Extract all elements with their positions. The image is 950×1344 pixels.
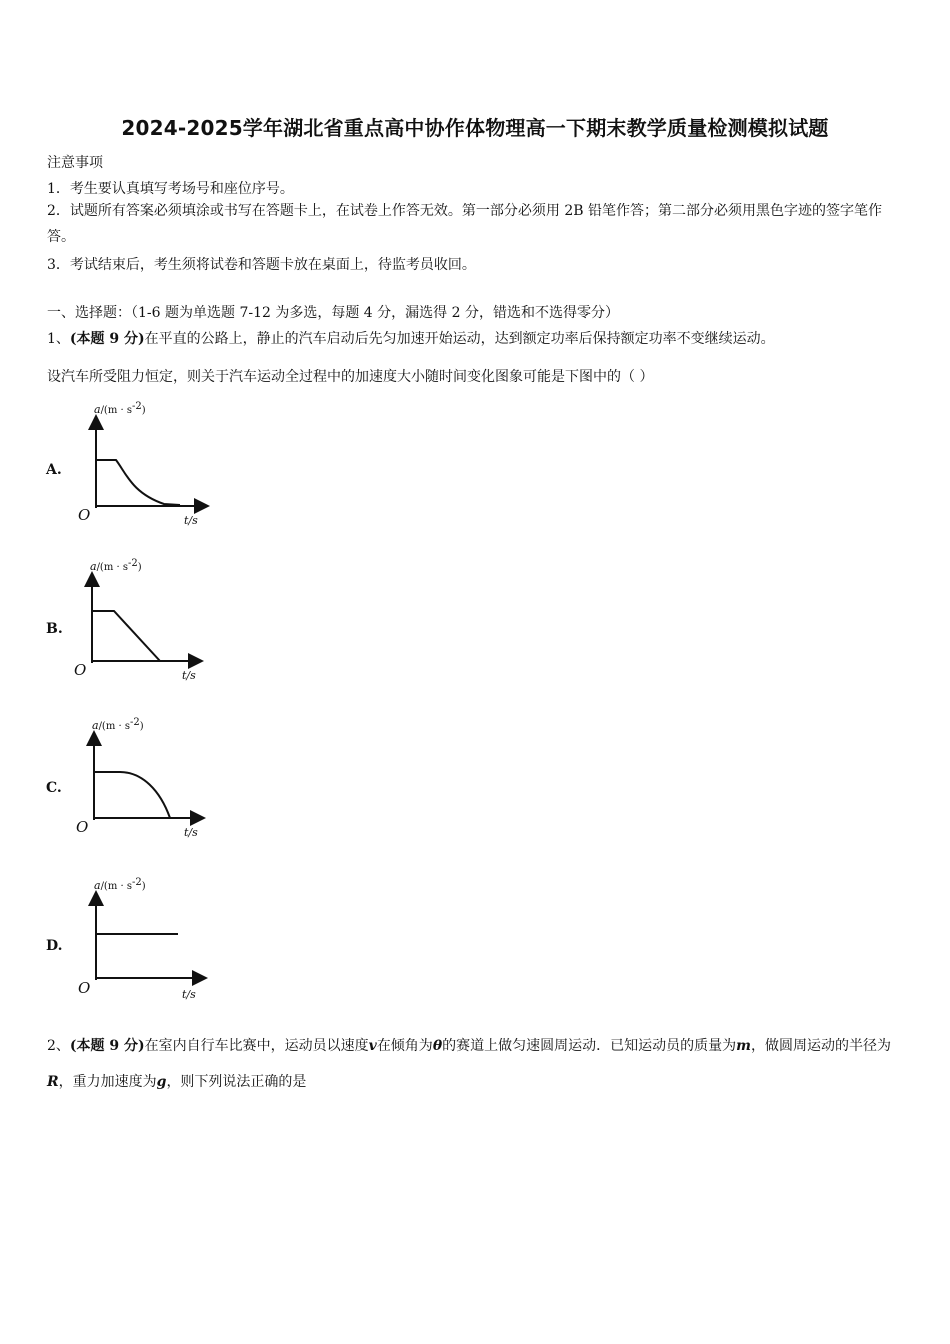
page-title: 2024-2025学年湖北省重点高中协作体物理高一下期末教学质量检测模拟试题 bbox=[121, 116, 829, 140]
option-b-label: B. bbox=[46, 621, 63, 637]
question-text: 在平直的公路上，静止的汽车启动后先匀加速开始运动，达到额定功率后保持额定功率不变继续运动。 bbox=[144, 331, 775, 347]
origin-label: O bbox=[76, 818, 89, 836]
gravity-symbol: g bbox=[156, 1074, 167, 1090]
question-text: 在室内自行车比赛中，运动员以速度 bbox=[144, 1038, 369, 1054]
acceleration-curve bbox=[94, 772, 170, 818]
question-text: ，做圆周运动的半径为 bbox=[750, 1038, 891, 1054]
question-score: (本题 9 分) bbox=[69, 331, 145, 347]
question-text: 在倾角为 bbox=[376, 1038, 433, 1054]
option-c-graph bbox=[72, 714, 212, 846]
question-number: 2、 bbox=[47, 1038, 70, 1054]
question-2 bbox=[47, 1028, 907, 1100]
y-axis-label: $a/(m \cdot s^{-2}_)$ bbox=[94, 401, 146, 416]
question-text: ，则下列说法正确的是 bbox=[166, 1074, 307, 1090]
option-d-label: D. bbox=[46, 938, 63, 954]
notice-item-1: 1．考生要认真填写考场号和座位序号。 bbox=[47, 181, 294, 197]
question-number: 1、 bbox=[47, 331, 70, 347]
acceleration-curve bbox=[92, 611, 160, 661]
section-1-heading: 一、选择题：（1-6 题为单选题 7-12 为多选，每题 4 分，漏选得 2 分，错选和不选得零分） bbox=[47, 305, 619, 321]
y-axis-label: $a/(m \cdot s^{-2}_)$ bbox=[94, 877, 146, 892]
origin-label: O bbox=[78, 979, 91, 997]
question-text: ，重力加速度为 bbox=[58, 1074, 157, 1090]
radius-symbol: R bbox=[47, 1074, 59, 1090]
notice-heading: 注意事项 bbox=[47, 155, 103, 171]
option-a-graph bbox=[74, 398, 214, 530]
option-d-graph bbox=[74, 874, 214, 1006]
x-axis-label: t/s bbox=[182, 669, 196, 682]
origin-label: O bbox=[78, 506, 91, 524]
x-axis-label: t/s bbox=[182, 988, 196, 1001]
question-text: 的赛道上做匀速圆周运动．已知运动员的质量为 bbox=[442, 1038, 737, 1054]
velocity-symbol: v bbox=[368, 1038, 377, 1054]
option-a-label: A. bbox=[46, 462, 62, 478]
option-c-label: C. bbox=[46, 780, 62, 796]
notice-item-2: 2．试题所有答案必须填涂或书写在答题卡上，在试卷上作答无效。第一部分必须用 2B 铅笔作答；第二部分必须用黑色字迹的签字笔作答。 bbox=[47, 203, 882, 245]
option-b-graph bbox=[70, 555, 210, 687]
y-axis-label: $a/(m \cdot s^{-2}_)$ bbox=[90, 558, 142, 573]
x-axis-label: t/s bbox=[184, 514, 198, 527]
mass-symbol: m bbox=[736, 1038, 751, 1054]
question-1-line-1 bbox=[47, 328, 775, 348]
acceleration-curve bbox=[96, 460, 180, 505]
origin-label: O bbox=[74, 661, 87, 679]
notice-item-3: 3．考试结束后，考生须将试卷和答题卡放在桌面上，待监考员收回。 bbox=[47, 257, 476, 273]
question-1-line-2: 设汽车所受阻力恒定，则关于汽车运动全过程中的加速度大小随时间变化图象可能是下图中的（ ） bbox=[47, 369, 654, 385]
question-score: (本题 9 分) bbox=[69, 1038, 145, 1054]
y-axis-label: $a/(m \cdot s^{-2}_)$ bbox=[92, 717, 144, 732]
theta-symbol: θ bbox=[432, 1038, 443, 1054]
x-axis-label: t/s bbox=[184, 826, 198, 839]
